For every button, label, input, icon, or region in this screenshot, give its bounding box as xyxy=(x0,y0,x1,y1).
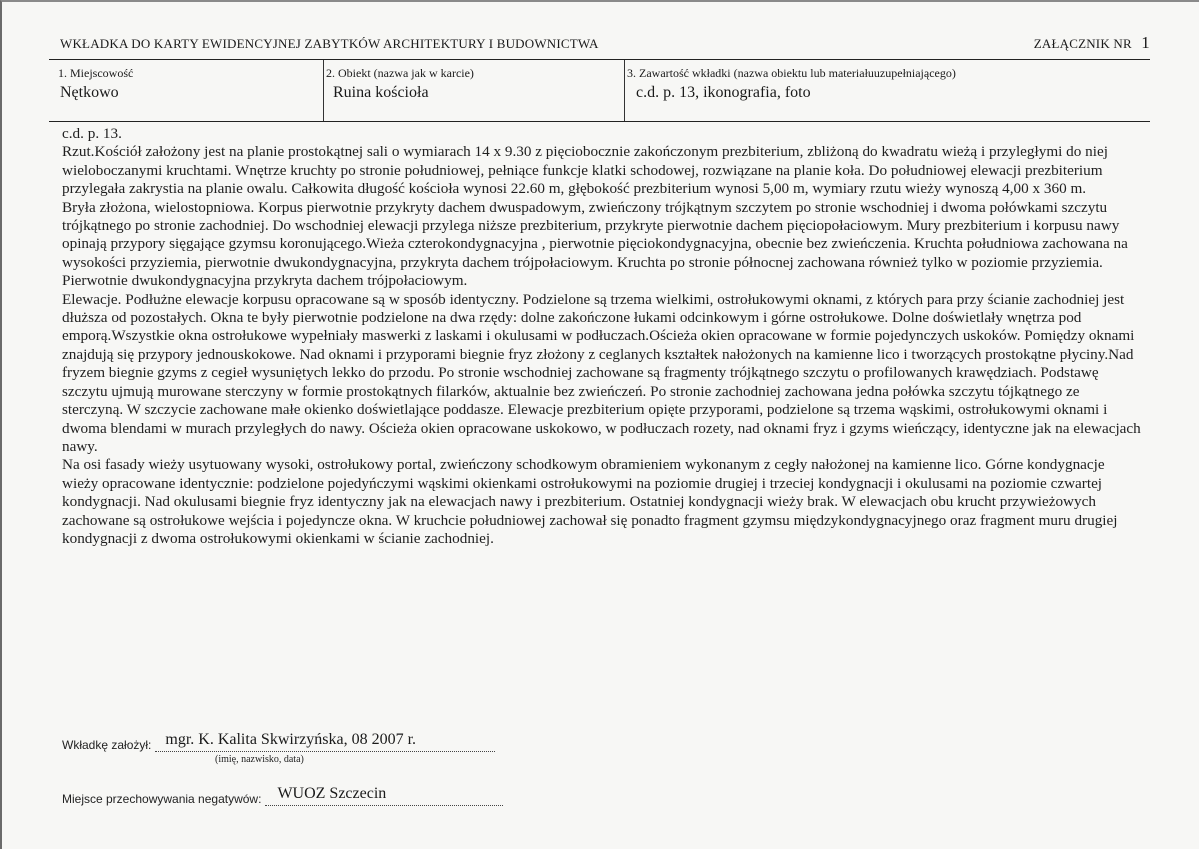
content-label: 3. Zawartość wkładki (nazwa obiektu lub materiałuuzupełniającego) xyxy=(627,66,956,80)
author-line xyxy=(62,731,495,765)
locality-value: Nętkowo xyxy=(60,84,119,101)
author-value: mgr. K. Kalita Skwirzyńska, 08 2007 r. xyxy=(165,731,417,748)
paragraph-elevations: Elewacje. Podłużne elewacje korpusu opracowane są w sposób identyczny. Podzielone są trzema wielkimi, ostrołukowymi oknami, z których para przy ścianie zachodniej jest dłuższa od pozostałych. Okna te były pierwotnie podzielone na dwa rzędy: dolne zakończone łukami odcinkowym i górne ostrołukowe. Dolne doświetlały wnętrza pod emporą.Wszystkie okna ostrołukowe wypełniały maswerki z laskami i okulusami w podłuczach.Ościeża okien opracowane w formie pojedynczych uskoków. Pomiędzy oknami znajdują się przypory jednouskokowe. Nad oknami i przyporami biegnie fryz złożony z ceglanych kształtek nałożonych na kamienne lico i tworzących prostokątne płyciny.Nad fryzem biegnie gzyms z cegieł wysuniętych lekko do przodu. Po stronie wschodniej zachowane są fragmenty trójkątnego szczytu o profilowanych krawędziach. Podstawę szczytu ujmują murowane sterczyny w formie prostokątnych filarków, aktualnie bez zwieńczeń. Po stronie zachodniej zachowana jedna połówka szczytu tójkątnego ze sterczyną. W szczycie zachowane małe okienko doświetlające poddasze. Elewacje prezbiterium opięte przyporami, podzielone są trzema wąskimi, ostrołukowymi oknami i dwoma blendami w murach przyległych do nawy. Ościeża okien opracowane uskokowo, w podłuczach rozety, nad oknami fryz i gzyms wieńczący, identyczne jak na elewacjach nawy. xyxy=(62,290,1141,455)
description-body xyxy=(62,125,1144,548)
storage-value: WUOZ Szczecin xyxy=(277,785,387,802)
content-value: c.d. p. 13, ikonografia, foto xyxy=(636,84,811,101)
locality-label: 1. Miejscowość xyxy=(58,66,134,80)
author-caption: (imię, nazwisko, data) xyxy=(215,754,304,765)
attachment-number: 1 xyxy=(1141,33,1150,52)
object-cell xyxy=(323,60,624,121)
storage-dotted-field xyxy=(265,785,503,806)
locality-cell xyxy=(49,60,323,121)
paragraph-massing: Bryła złożona, wielostopniowa. Korpus pierwotnie przykryty dachem dwuspadowym, zwieńczony trójkątnym szczytem po stronie wschodniej i dwoma połówkami szczytu trójkątnego po stronie zachodniej. Do wschodniej elewacji przylega niższe prezbiterium, przykryte pierwotnie dachem pięciopołaciowym. Mury prezbiterium i korpusu nawy opinają przypory sięgające gzymsu koronującego.Wieża czterokondygnacyjna , pierwotnie pięciokondygnacyjna, obecnie bez zwieńczenia. Kruchta południowa zachowana na wysokości przyziemia, pierwotnie dwukondygnacyjna, przykryta dachem trójpołaciowym. Kruchta po stronie północnej zachowana również tylko w poziomie przyziemia. Pierwotnie dwukondygnacyjna przykryta dachem trójpołaciowym. xyxy=(62,198,1128,290)
storage-label: Miejsce przechowywania negatywów: xyxy=(62,792,262,806)
paragraph-tower-facade: Na osi fasady wieży usytuowany wysoki, ostrołukowy portal, zwieńczony schodkowym obramieniem wykonanym z cegły nałożonej na kamienne lico. Górne kondygnacje wieży opracowane identycznie: podzielone pojedyńczymi wąskimi okienkami ostrołukowymi na poziomie drugiej i trzeciej kondygnacji i okulusami na poziomie czwartej kondygnacji. Nad okulusami biegnie fryz identyczny jak na elewacjach nawy i prezbiterium. Ostatniej kondygnacji wieży brak. W elewacjach obu krucht przywieżowych zachowane są ostrołukowe wejścia i pojedyncze okna. W kruchcie południowej zachował się ponadto fragment gzymsu międzykondygnacyjnego oraz fragment muru drugiej kondygnacji z dwoma ostrołukowymi okienkami w ścianie zachodniej. xyxy=(62,456,1118,547)
author-label: Wkładkę założył: xyxy=(62,738,152,752)
attachment-label-group xyxy=(1034,33,1150,53)
paragraph-continuation: c.d. p. 13. xyxy=(62,125,122,142)
paragraph-plan: Rzut.Kościół założony jest na planie prostokątnej sali o wymiarach 14 x 9.30 z pięciobocznie zakończonym prezbiterium, zbliżoną do kwadratu wieżą i przyległymi do niej wieloboczanymi kruchtami. Wnętrze kruchty po stronie południowej, pełniące funkcje klatki schodowej, rozwiązane na planie koła. Do południowej elewacji prezbiterium przylegała zakrystia na planie owalu. Całkowita długość kościoła wynosi 22.60 m, głębokość prezbiterium wynosi 5,00 m, wymiary rzutu wieży wynoszą 4,00 x 360 m. xyxy=(62,143,1108,198)
storage-line xyxy=(62,785,503,806)
author-dotted-field xyxy=(155,731,495,752)
attachment-label: ZAŁĄCZNIK NR xyxy=(1033,36,1132,51)
content-cell xyxy=(624,60,1150,121)
object-label: 2. Obiekt (nazwa jak w karcie) xyxy=(326,66,474,80)
info-table xyxy=(49,59,1150,122)
object-value: Ruina kościoła xyxy=(333,84,429,101)
form-title: WKŁADKA DO KARTY EWIDENCYJNEJ ZABYTKÓW ARCHITEKTURY I BUDOWNICTWA xyxy=(60,36,599,51)
